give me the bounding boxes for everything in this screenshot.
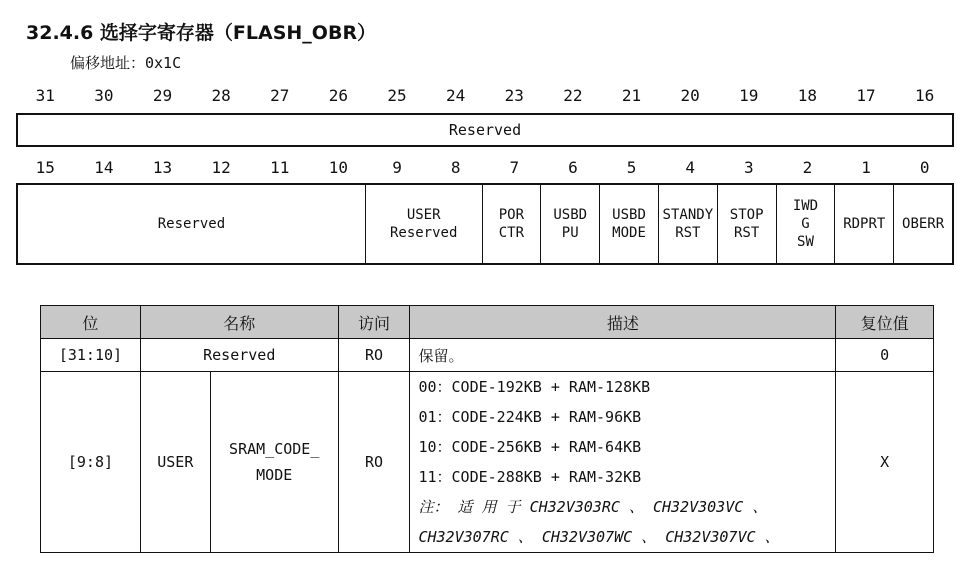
table-header-row [41, 306, 934, 339]
header-access: 访问 [338, 306, 410, 339]
cell-reset: 0 [836, 339, 934, 372]
cell-access: RO [338, 372, 410, 553]
register-title: 32.4.6 选择字寄存器（FLASH_OBR） [26, 22, 377, 44]
cell-name: USER [140, 372, 210, 553]
description-note: CH32V307RC 、 CH32V307WC 、 CH32V307VC 、 [418, 528, 780, 546]
header-bits: 位 [41, 306, 141, 339]
cell-bits: [9:8] [41, 372, 141, 553]
bit-number: 31 [35, 86, 55, 105]
register-field: STOP RST [718, 185, 777, 263]
bit-number: 1 [861, 158, 871, 177]
bit-number: 28 [211, 86, 231, 105]
header-name: 名称 [140, 306, 338, 339]
bit-number: 6 [568, 158, 578, 177]
register-field: USBD PU [541, 185, 600, 263]
bit-number: 29 [152, 86, 173, 105]
bit-number: 27 [270, 86, 290, 105]
bit-number: 17 [856, 86, 876, 105]
bit-number: 2 [802, 158, 813, 177]
cell-reset: X [836, 372, 934, 553]
bit-number: 0 [919, 158, 930, 177]
bit-number: 22 [563, 86, 583, 105]
bit-numbers-low [16, 158, 954, 177]
bit-number: 24 [446, 86, 466, 105]
bit-number: 30 [94, 86, 114, 105]
cell-bits: [31:10] [41, 339, 141, 372]
register-description-table [40, 305, 934, 553]
bit-number: 20 [680, 86, 700, 105]
description-line: 11：CODE-288KB + RAM-32KB [418, 468, 642, 486]
bit-number: 14 [94, 158, 114, 177]
register-field: USER Reserved [366, 185, 483, 263]
bit-number: 10 [328, 158, 349, 177]
cell-description [410, 372, 836, 553]
header-reset-value: 复位值 [836, 306, 934, 339]
register-field: Reserved [18, 185, 366, 263]
cell-description: 保留。 [410, 339, 836, 372]
cell-subname: SRAM_CODE_ MODE [210, 372, 338, 553]
table-row [41, 372, 934, 553]
description-line: 01：CODE-224KB + RAM-96KB [418, 408, 642, 426]
register-fields-low [16, 183, 954, 265]
bit-number: 23 [504, 86, 524, 105]
header-description: 描述 [410, 306, 836, 339]
bit-number: 5 [626, 158, 637, 177]
description-note: 注： 适 用 于 CH32V303RC 、 CH32V303VC 、 [418, 498, 768, 516]
description-line: 00：CODE-192KB + RAM-128KB [418, 378, 651, 396]
bit-number: 16 [915, 86, 935, 105]
register-field: STANDY RST [659, 185, 718, 263]
register-field-reserved-high: Reserved [16, 113, 954, 147]
bit-number: 19 [739, 86, 759, 105]
register-field: USBD MODE [600, 185, 659, 263]
register-field: OBERR [902, 216, 945, 232]
description-line: 10：CODE-256KB + RAM-64KB [418, 438, 642, 456]
bit-number: 25 [387, 86, 407, 105]
bit-number: 12 [211, 158, 231, 177]
bit-number: 21 [621, 86, 642, 105]
cell-name: Reserved [140, 339, 338, 372]
bit-number: 11 [270, 158, 290, 177]
register-field: IWD G SW [777, 185, 836, 263]
bit-number: 3 [743, 158, 754, 177]
bit-number: 18 [797, 86, 818, 105]
bit-numbers-high [16, 86, 954, 105]
bit-number: 4 [685, 158, 695, 177]
register-field: RDPRT [835, 185, 894, 263]
cell-access: RO [338, 339, 410, 372]
bit-number: 15 [35, 158, 55, 177]
offset-address: 偏移地址：0x1C [70, 54, 182, 72]
register-field: POR CTR [483, 185, 542, 263]
bit-number: 8 [450, 158, 461, 177]
bit-number: 26 [328, 86, 349, 105]
bit-number: 9 [392, 158, 402, 177]
bit-number: 7 [509, 158, 520, 177]
bit-number: 13 [152, 158, 173, 177]
table-row [41, 339, 934, 372]
